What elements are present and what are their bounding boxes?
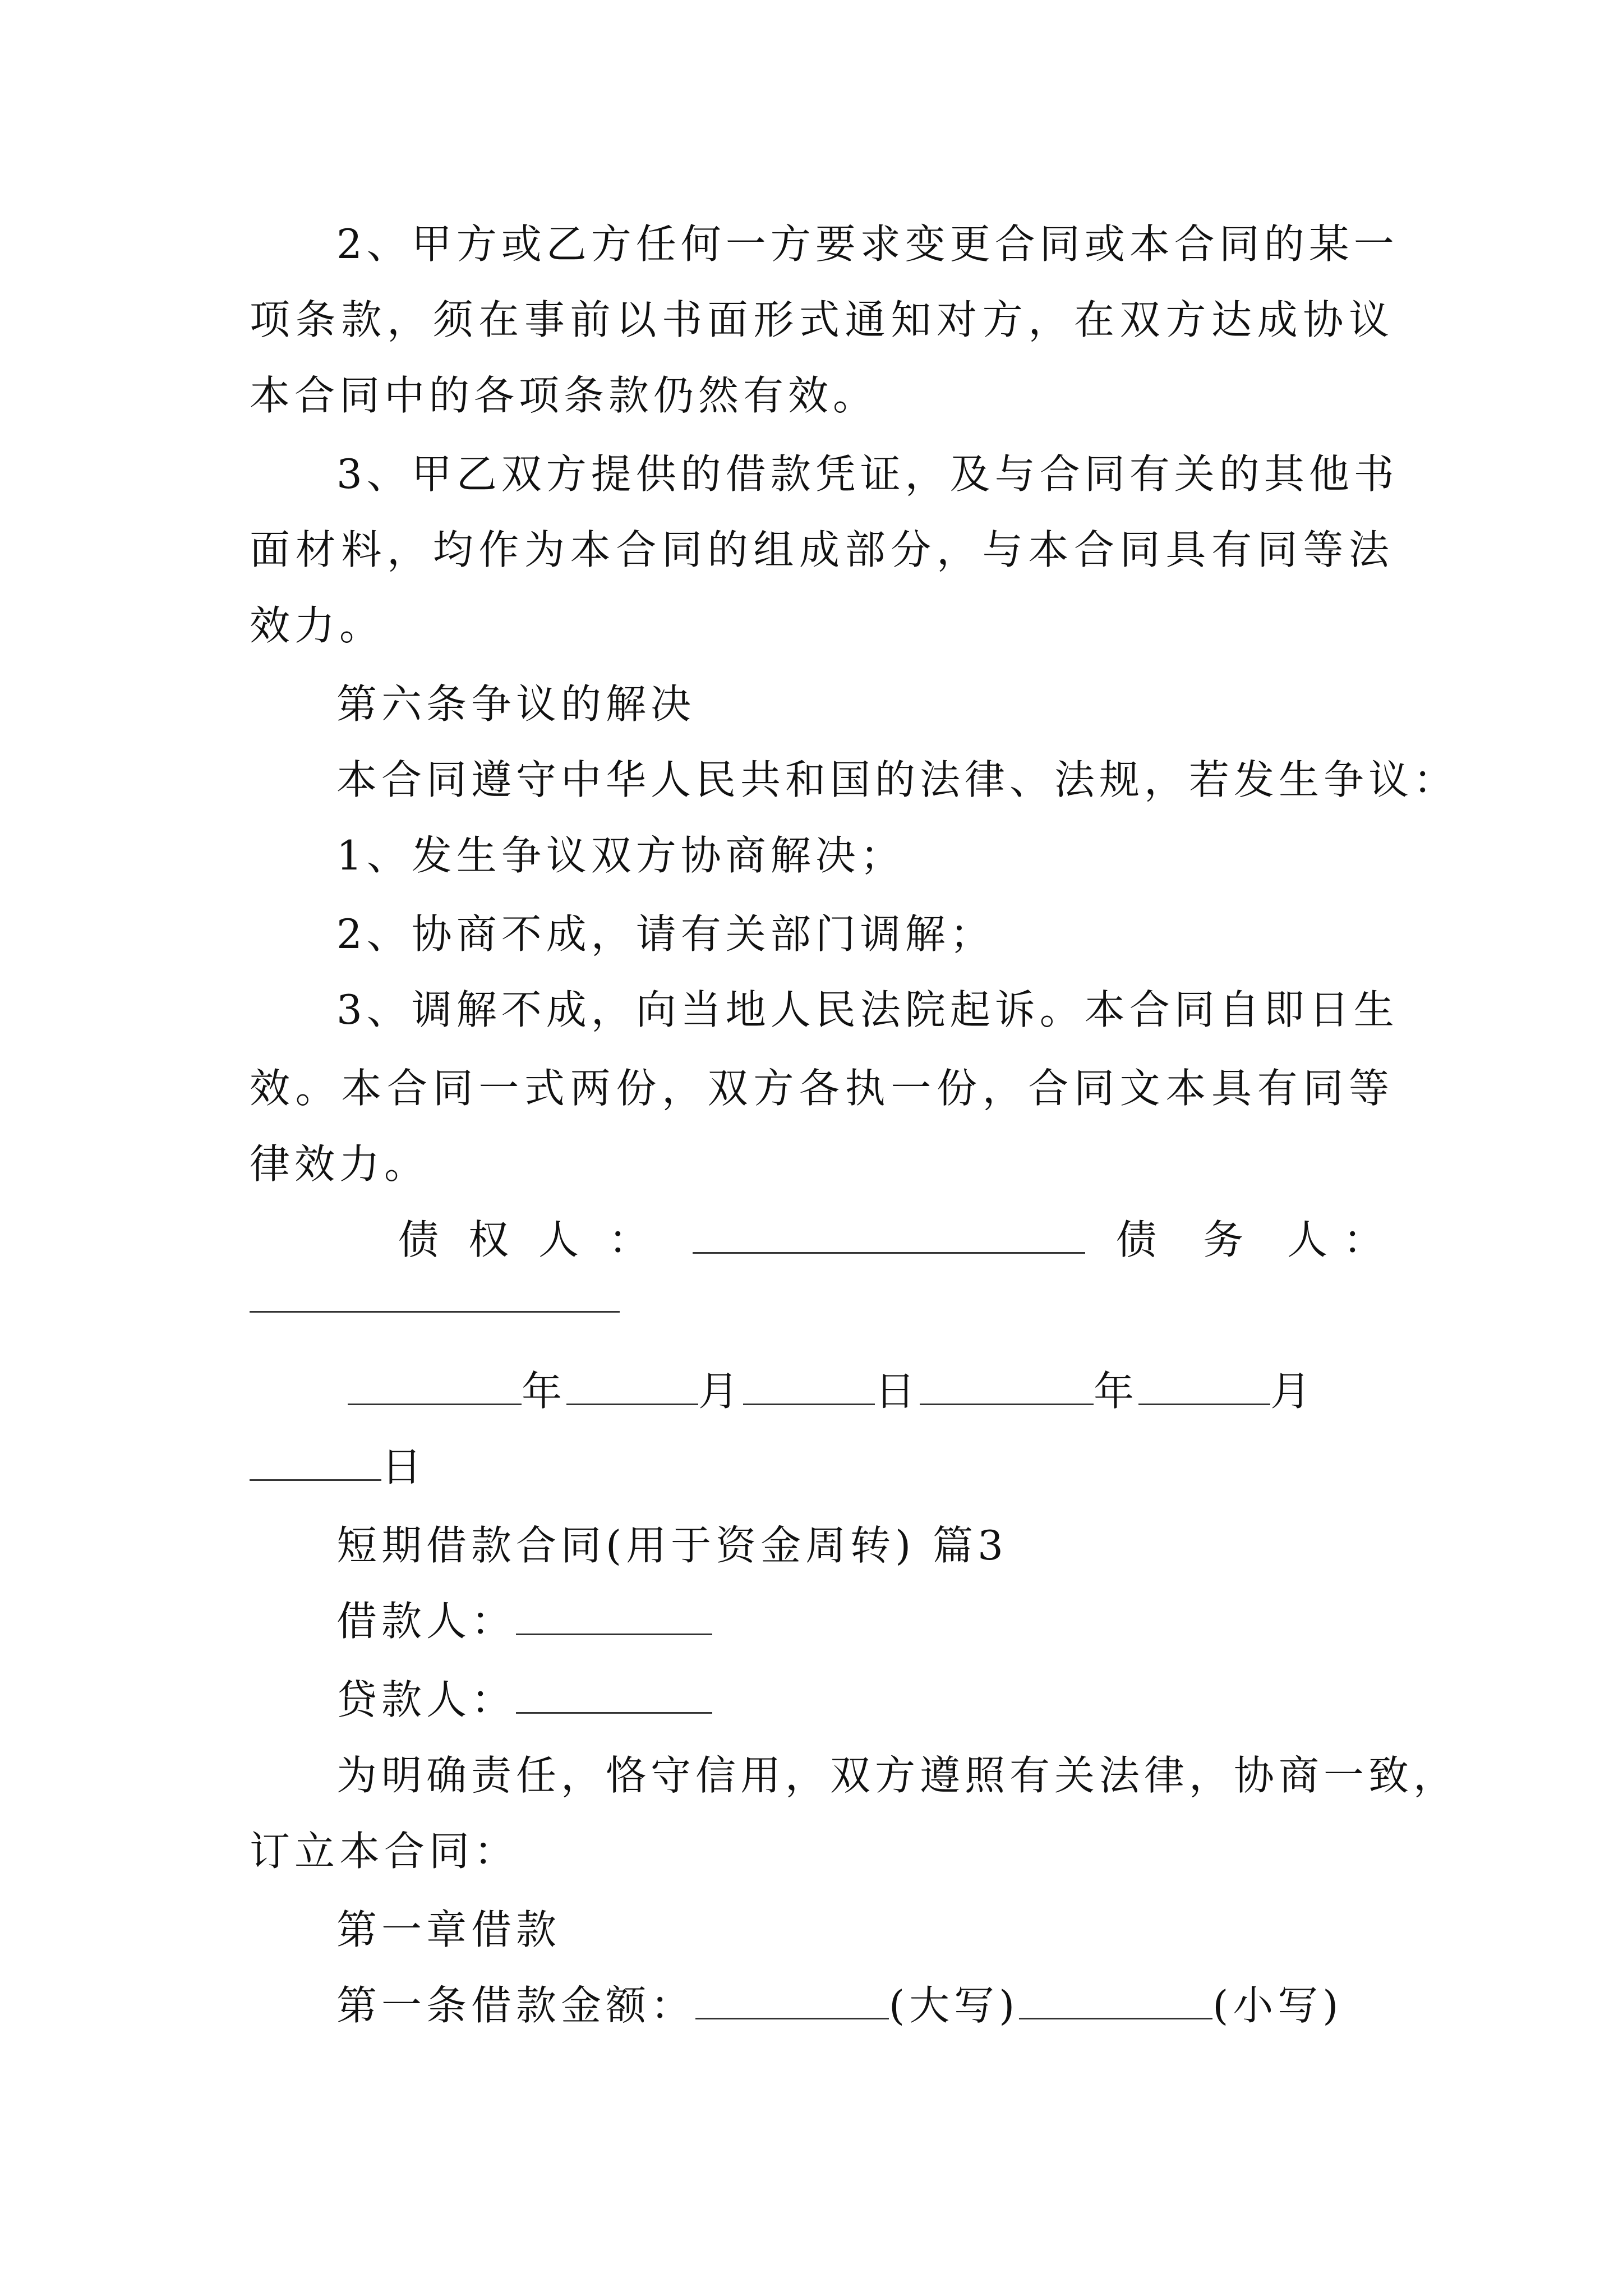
day-label-2: 日 xyxy=(381,1443,427,1490)
day-label-1: 日 xyxy=(875,1368,920,1415)
creditor-label-char-1: 债 xyxy=(398,1216,439,1263)
article-1-label: 第一条借款金额： xyxy=(336,1982,696,2029)
date-row xyxy=(348,1363,1492,1419)
clause-3-line-1: 3、甲乙双方提供的借款凭证，及与合同有关的其他书 xyxy=(336,450,1399,498)
year-blank-1 xyxy=(348,1366,522,1405)
year-label-1: 年 xyxy=(522,1368,567,1415)
clause-2-line-2: 项条款，须在事前以书面形式通知对方，在双方达成协议 xyxy=(250,296,1394,343)
chapter-1-title: 第一章借款 xyxy=(336,1906,561,1953)
article-6-item-1: 1、发生争议双方协商解决； xyxy=(336,832,905,879)
month-blank-1 xyxy=(566,1366,698,1405)
borrower-row xyxy=(336,1593,1481,1649)
month-label-1: 月 xyxy=(698,1368,744,1415)
debtor-label-char-1: 债 xyxy=(1116,1216,1157,1263)
article-1-row xyxy=(336,1977,1481,2033)
debtor-blank xyxy=(250,1274,620,1313)
month-label-2: 月 xyxy=(1270,1368,1316,1415)
amount-upper-blank xyxy=(695,1981,889,2019)
clause-2-line-1: 2、甲方或乙方任何一方要求变更合同或本合同的某一 xyxy=(336,220,1399,268)
year-blank-2 xyxy=(920,1366,1094,1405)
debtor-label-char-2: 务 xyxy=(1203,1216,1244,1263)
creditor-label-char-3: 人 xyxy=(538,1216,579,1263)
debtor-blank-line xyxy=(250,1271,1394,1327)
creditor-label-char-2: 权 xyxy=(468,1216,509,1263)
day-blank-1 xyxy=(743,1366,875,1405)
article-6-item-3-line-2: 效。本合同一式两份，双方各执一份，合同文本具有同等 xyxy=(250,1065,1394,1112)
month-blank-2 xyxy=(1138,1366,1270,1405)
debtor-label-char-3: 人 xyxy=(1287,1216,1328,1263)
clause-3-line-3: 效力。 xyxy=(250,602,385,649)
amount-lower-blank xyxy=(1019,1981,1212,2019)
debtor-label-colon: ： xyxy=(1343,1216,1384,1263)
section-3-title: 短期借款合同(用于资金周转) 篇3 xyxy=(336,1522,1008,1569)
article-6-item-3-line-1: 3、调解不成，向当地人民法院起诉。本合同自即日生 xyxy=(336,986,1399,1033)
borrower-label: 借款人： xyxy=(336,1598,517,1645)
amount-lower-label: (小写) xyxy=(1212,1982,1343,2029)
year-label-2: 年 xyxy=(1094,1368,1139,1415)
preamble-line-1: 为明确责任，恪守信用，双方遵照有关法律，协商一致， xyxy=(336,1752,1459,1799)
article-6-title: 第六条争议的解决 xyxy=(336,680,696,728)
date-row-2 xyxy=(250,1439,1394,1495)
creditor-label-colon: ： xyxy=(608,1216,649,1263)
day-blank-2 xyxy=(250,1442,381,1481)
amount-upper-label: (大写) xyxy=(889,1982,1020,2029)
creditor-blank xyxy=(693,1212,1085,1268)
article-6-item-2: 2、协商不成，请有关部门调解； xyxy=(336,910,995,958)
signature-row xyxy=(250,1212,1394,1268)
lender-blank xyxy=(516,1675,712,1714)
borrower-blank xyxy=(516,1596,712,1635)
preamble-line-2: 订立本合同： xyxy=(250,1828,519,1875)
lender-label: 贷款人： xyxy=(336,1676,517,1723)
clause-3-line-2: 面材料，均作为本合同的组成部分，与本合同具有同等法 xyxy=(250,526,1394,573)
article-6-item-3-line-3: 律效力。 xyxy=(250,1140,430,1188)
clause-2-line-3: 本合同中的各项条款仍然有效。 xyxy=(250,372,878,419)
lender-row xyxy=(336,1672,1481,1728)
article-6-intro: 本合同遵守中华人民共和国的法律、法规，若发生争议： xyxy=(336,756,1459,803)
